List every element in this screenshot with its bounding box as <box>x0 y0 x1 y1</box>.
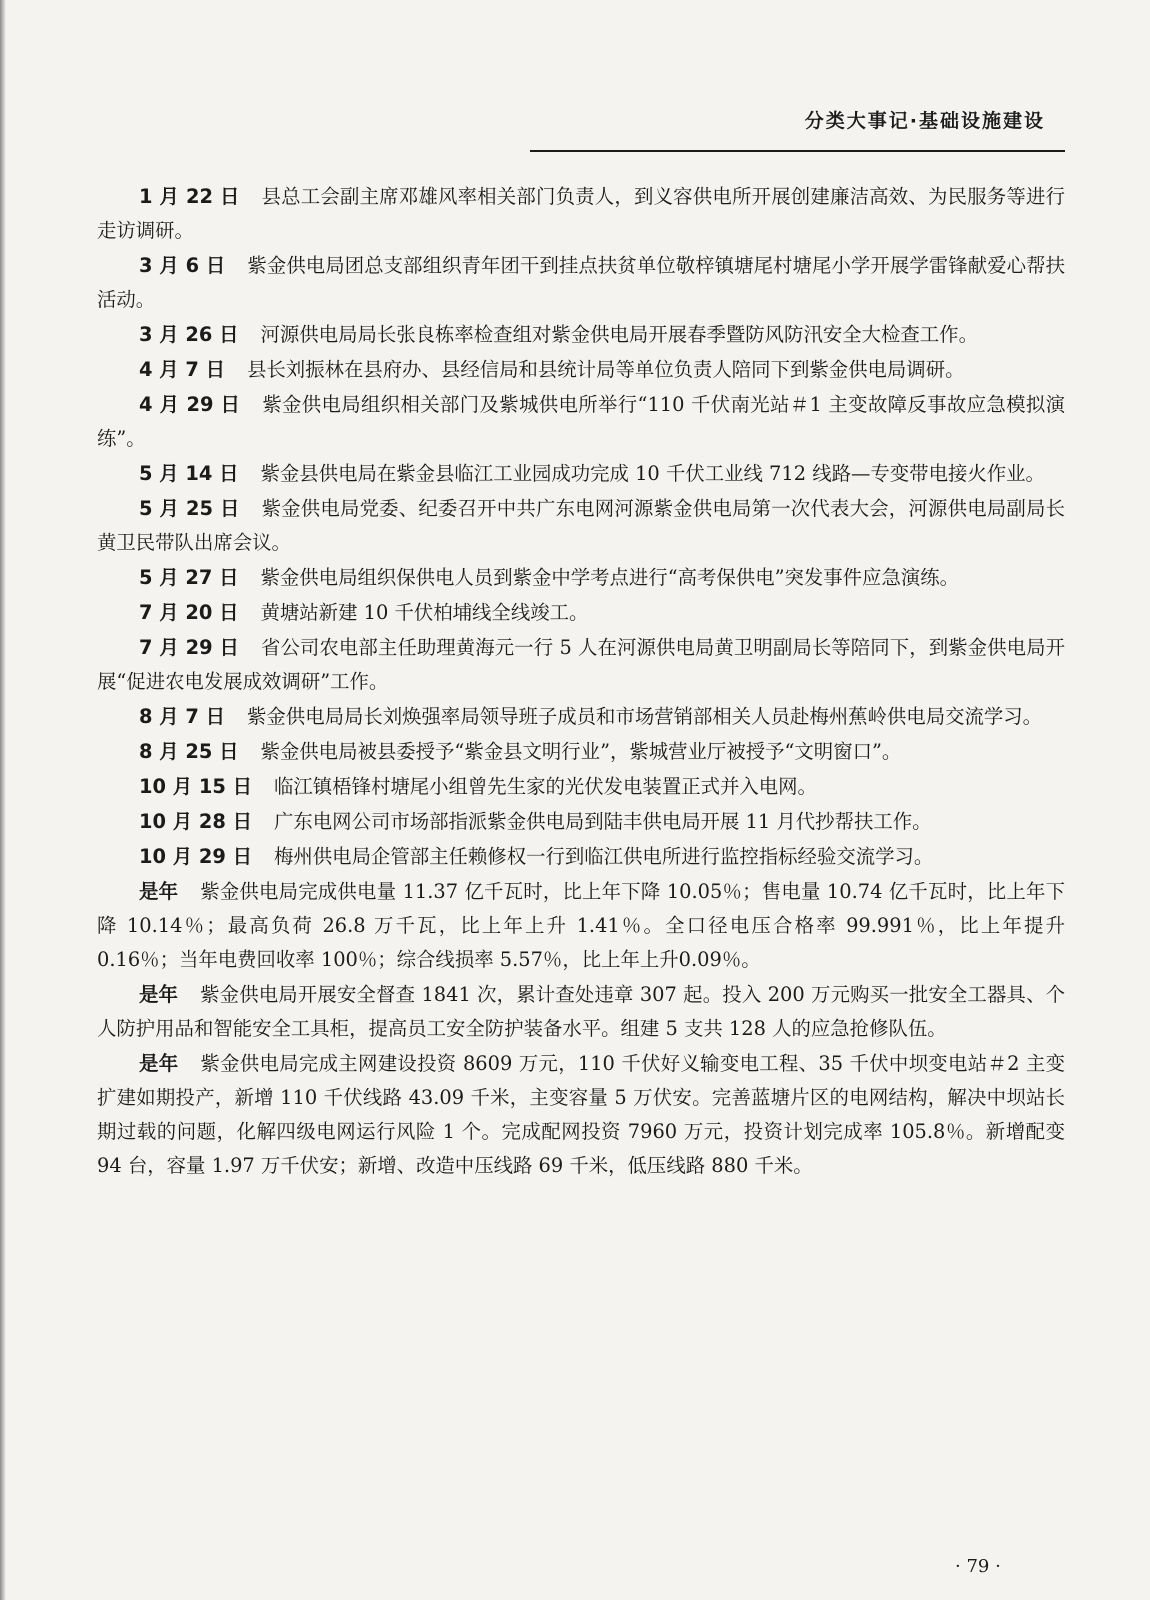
entry-date: 7 月 29 日 <box>139 636 239 659</box>
entry-date: 10 月 15 日 <box>139 775 253 798</box>
entry-text: 紫金供电局组织保供电人员到紫金中学考点进行“高考保供电”突发事件应急演练。 <box>260 566 960 589</box>
entry-text: 紫金供电局被县委授予“紫金县文明行业”，紫城营业厅被授予“文明窗口”。 <box>260 740 902 763</box>
entry-date: 是年 <box>139 1052 179 1075</box>
entry-text: 黄塘站新建 10 千伏柏埔线全线竣工。 <box>260 601 589 624</box>
chronicle-entry <box>97 1047 1065 1183</box>
chronicle-entry <box>97 353 1065 387</box>
entry-date: 4 月 29 日 <box>139 393 241 416</box>
chronicle-entry <box>97 561 1065 595</box>
page-number: · 79 · <box>955 1556 1001 1577</box>
chronicle-entry <box>97 631 1065 699</box>
entry-date: 3 月 6 日 <box>139 254 226 277</box>
header-rule <box>530 150 1065 152</box>
chronicle-entry <box>97 805 1065 839</box>
chronicle-entry <box>97 249 1065 317</box>
entry-date: 10 月 29 日 <box>139 845 253 868</box>
entry-text: 临江镇梧锋村塘尾小组曾先生家的光伏发电装置正式并入电网。 <box>274 775 817 798</box>
entry-text: 梅州供电局企管部主任赖修权一行到临江供电所进行监控指标经验交流学习。 <box>274 845 934 868</box>
entry-date: 7 月 20 日 <box>139 601 239 624</box>
entry-date: 4 月 7 日 <box>139 358 226 381</box>
running-header <box>530 102 1065 152</box>
entry-date: 是年 <box>139 880 179 903</box>
chronicle-entry <box>97 735 1065 769</box>
entry-text: 紫金供电局开展安全督查 1841 次，累计查处违章 307 起。投入 200 万元购买一批安全工器具、个人防护用品和智能安全工具柜，提高员工安全防护装备水平。组建 5 支共 128 人的应急抢修队伍。 <box>97 983 1066 1040</box>
entry-text: 河源供电局局长张良栋率检查组对紫金供电局开展春季暨防风防汛安全大检查工作。 <box>260 323 978 346</box>
chronicle-entry <box>97 700 1065 734</box>
entry-date: 10 月 28 日 <box>139 810 253 833</box>
entry-text: 紫金供电局完成主网建设投资 8609 万元，110 千伏好义输变电工程、35 千伏中坝变电站＃2 主变扩建如期投产，新增 110 千伏线路 43.09 千米，主变容量 5 万伏安。完善蓝塘片区的电网结构，解决中坝站长期过载的问题，化解四级电网运行风险 1 个。完成配网投资 7960 万元，投资计划完成率 105.8％。新增配变 94 台，容量 1.97 万千伏安；新增、改造中压线路 69 千米，低压线路 880 千米。 <box>97 1052 1066 1177</box>
entry-date: 5 月 14 日 <box>139 462 239 485</box>
chronicle-entry <box>97 492 1065 560</box>
entry-date: 3 月 26 日 <box>139 323 239 346</box>
entry-date: 5 月 25 日 <box>139 497 240 520</box>
entry-date: 8 月 7 日 <box>139 705 226 728</box>
section-title: 分类大事记·基础设施建设 <box>804 110 1045 132</box>
chronicle-entry <box>97 457 1065 491</box>
chronicle-entry <box>97 770 1065 804</box>
entry-date: 5 月 27 日 <box>139 566 239 589</box>
chronicle-body <box>97 180 1065 1184</box>
entry-text: 紫金供电局组织相关部门及紫城供电所举行“110 千伏南光站＃1 主变故障反事故应急模拟演练”。 <box>97 393 1065 450</box>
entry-text: 紫金供电局团总支部组织青年团干到挂点扶贫单位敬梓镇塘尾村塘尾小学开展学雷锋献爱心帮扶活动。 <box>97 254 1065 311</box>
entry-date: 是年 <box>139 983 179 1006</box>
entry-date: 8 月 25 日 <box>139 740 239 763</box>
chronicle-entry <box>97 875 1065 977</box>
entry-text: 紫金县供电局在紫金县临江工业园成功完成 10 千伏工业线 712 线路—专变带电接火作业。 <box>260 462 1045 485</box>
entry-text: 省公司农电部主任助理黄海元一行 5 人在河源供电局黄卫明副局长等陪同下，到紫金供电局开展“促进农电发展成效调研”工作。 <box>97 636 1065 693</box>
entry-text: 县总工会副主席邓雄风率相关部门负责人，到义容供电所开展创建廉洁高效、为民服务等进行走访调研。 <box>97 185 1065 242</box>
entry-text: 紫金供电局完成供电量 11.37 亿千瓦时，比上年下降 10.05％；售电量 10.74 亿千瓦时，比上年下降 10.14％；最高负荷 26.8 万千瓦，比上年上升 1.41％。全口径电压合格率 99.991％，比上年提升 0.16％；当年电费回收率 100％；综合线损率 5.57％，比上年上升0.09％。 <box>97 880 1065 971</box>
entry-date: 1 月 22 日 <box>139 185 240 208</box>
entry-text: 紫金供电局党委、纪委召开中共广东电网河源紫金供电局第一次代表大会，河源供电局副局长黄卫民带队出席会议。 <box>97 497 1065 554</box>
chronicle-entry <box>97 180 1065 248</box>
chronicle-entry <box>97 978 1065 1046</box>
entry-text: 广东电网公司市场部指派紫金供电局到陆丰供电局开展 11 月代抄帮扶工作。 <box>274 810 932 833</box>
chronicle-entry <box>97 840 1065 874</box>
scan-edge-shadow <box>0 0 6 1600</box>
entry-text: 紫金供电局局长刘焕强率局领导班子成员和市场营销部相关人员赴梅州蕉岭供电局交流学习。 <box>247 705 1043 728</box>
chronicle-entry <box>97 596 1065 630</box>
chronicle-entry <box>97 318 1065 352</box>
entry-text: 县长刘振林在县府办、县经信局和县统计局等单位负责人陪同下到紫金供电局调研。 <box>247 358 965 381</box>
chronicle-entry <box>97 388 1065 456</box>
